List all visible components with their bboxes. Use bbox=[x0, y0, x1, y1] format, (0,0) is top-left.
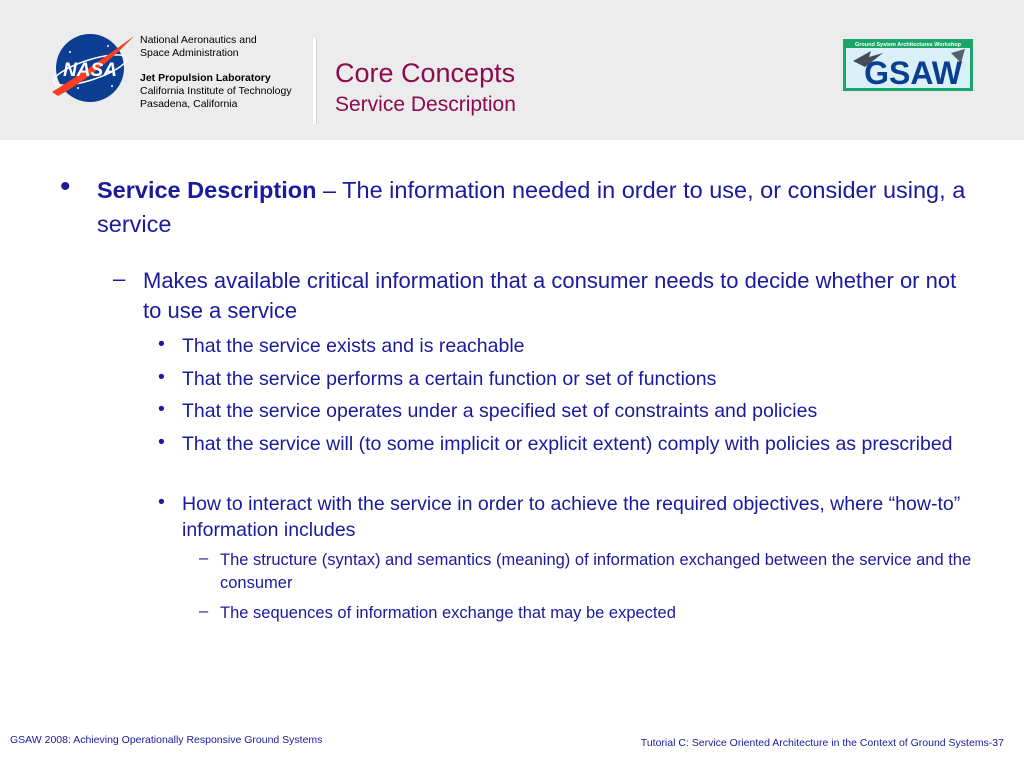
sub-bullet-text: Makes available critical information that a consumer needs to decide whether or not to use a service bbox=[143, 268, 957, 323]
bullet-term: Service Description bbox=[97, 177, 317, 203]
item-marker: • bbox=[158, 431, 165, 453]
item-text: How to interact with the service in order to achieve the required objectives, where “how-to” information includes bbox=[182, 493, 961, 541]
subitem-marker: – bbox=[199, 549, 209, 567]
org-line2: Space Administration bbox=[140, 47, 239, 59]
svg-text:NASA: NASA bbox=[63, 60, 117, 81]
item-text: That the service performs a certain function or set of functions bbox=[182, 368, 717, 390]
item-marker: • bbox=[158, 333, 165, 355]
subitem-text: The structure (syntax) and semantics (meaning) of information exchanged between the service and the consumer bbox=[220, 551, 972, 592]
bullet-marker: • bbox=[60, 170, 71, 203]
header-divider bbox=[313, 38, 316, 124]
svg-text:GSAW: GSAW bbox=[864, 55, 962, 91]
footer-tutorial-page: Tutorial C: Service Oriented Architecture in the Context of Ground Systems-37 bbox=[640, 737, 1004, 749]
svg-text:Ground System Architectures Wo: Ground System Architectures Workshop bbox=[854, 42, 962, 48]
subitem-marker: – bbox=[199, 602, 209, 620]
org-line1: National Aeronautics and bbox=[140, 34, 257, 46]
nasa-logo-icon bbox=[48, 30, 136, 106]
item-text: That the service operates under a specified set of constraints and policies bbox=[182, 400, 818, 422]
slide-header bbox=[0, 0, 1024, 140]
lab-name: Jet Propulsion Laboratory bbox=[140, 72, 271, 84]
item-marker: • bbox=[158, 491, 165, 513]
dash-marker: – bbox=[113, 266, 126, 291]
organization-block bbox=[140, 34, 292, 111]
footer-conference: GSAW 2008: Achieving Operationally Responsive Ground Systems bbox=[10, 734, 323, 746]
lab-line2: California Institute of Technology bbox=[140, 85, 292, 97]
lab-line3: Pasadena, California bbox=[140, 98, 238, 110]
item-text: That the service will (to some implicit or explicit extent) comply with policies as prescribed bbox=[182, 433, 953, 455]
subitem-text: The sequences of information exchange that may be expected bbox=[220, 604, 676, 622]
bullet-definition: – The information needed in order to use, or consider using, a service bbox=[97, 177, 966, 237]
gsaw-logo-icon bbox=[843, 39, 973, 91]
slide-subtitle: Service Description bbox=[335, 93, 516, 116]
item-text: That the service exists and is reachable bbox=[182, 335, 525, 357]
item-marker: • bbox=[158, 398, 165, 420]
bullet-service-description bbox=[97, 173, 977, 241]
slide-title: Core Concepts bbox=[335, 58, 516, 88]
item-marker: • bbox=[158, 366, 165, 388]
